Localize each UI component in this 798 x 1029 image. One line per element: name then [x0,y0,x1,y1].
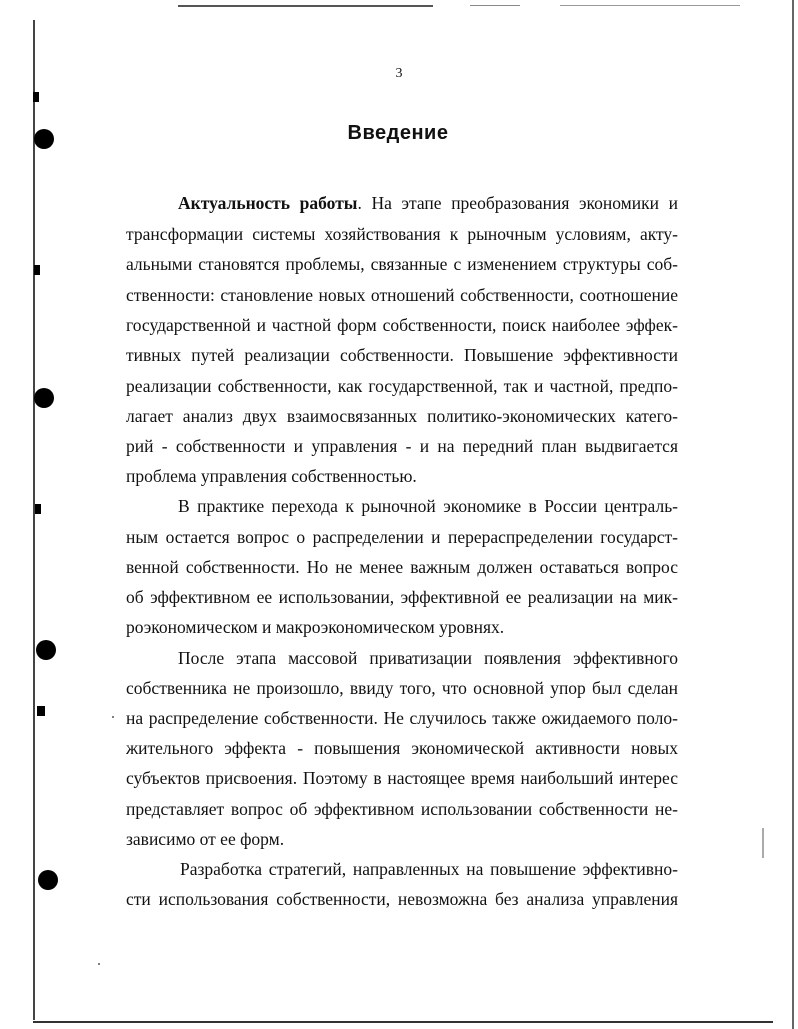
paragraph-line: Актуальность работы. На этапе преобразования экономики и [178,193,678,213]
paragraph-line: ным остается вопрос о распределении и перераспределении государст- [126,527,678,547]
paragraph-line: ственности: становление новых отношений собственности, соотношение [126,285,678,305]
lead-bold-text: Актуальность работы [178,193,358,213]
binding-hole [38,870,58,890]
paragraph-line: жительного эффекта - повышения экономической активности новых [126,738,678,758]
paragraph-line: собственника не произошло, ввиду того, что основной упор был сделан [126,678,678,698]
binding-hole [34,129,54,149]
paragraph-line: венной собственности. Но не менее важным должен оставаться вопрос [126,557,678,577]
paragraph-line: Разработка стратегий, направленных на повышение эффективно- [180,859,678,879]
page-title: Введение [347,122,449,144]
paragraph-line: трансформации системы хозяйствования к рыночным условиям, акту- [126,224,678,244]
scan-speck [98,963,100,965]
binding-hole [34,388,54,408]
paragraph-line: зависимо от ее форм. [126,829,285,849]
paragraph-line: рий - собственности и управления - и на передний план выдвигается [126,436,678,456]
scan-top-rule [178,5,433,7]
paragraph-line: об эффективном ее использовании, эффективной ее реализации на мик- [126,587,678,607]
paragraph-line: После этапа массовой приватизации появления эффективного [178,648,678,668]
paragraph-line: роэкономическом и макроэкономическом уровнях. [126,617,505,637]
scan-left-edge [33,20,35,1020]
paragraph-line: лагает анализ двух взаимосвязанных политико-экономических катего- [126,406,678,426]
paragraph-line: субъектов присвоения. Поэтому в настоящее время наибольший интерес [126,768,678,788]
scan-right-mark [762,828,764,858]
binding-nick [34,265,40,275]
paragraph-line: проблема управления собственностью. [126,466,417,486]
paragraph-line: реализации собственности, как государственной, так и частной, предпо- [126,376,678,396]
paragraph-line: государственной и частной форм собственности, поиск наиболее эффек- [126,315,678,335]
paragraph-line: тивных путей реализации собственности. Повышение эффективности [126,345,678,365]
binding-nick [37,706,45,716]
paragraph-line: альными становятся проблемы, связанные с изменением структуры соб- [126,254,678,274]
page-number: 3 [395,66,403,81]
scan-bottom-rule [33,1021,773,1023]
binding-nick [35,504,41,514]
binding-hole [36,640,56,660]
paragraph-line: сти использования собственности, невозможна без анализа управления [126,889,678,909]
scan-top-rule [560,5,740,6]
binding-nick [33,92,39,102]
paragraph-line: В практике перехода к рыночной экономике в России централь- [178,496,678,516]
scan-right-edge [792,0,794,1029]
scan-top-rule [470,5,520,6]
paragraph-line: на распределение собственности. Не случилось также ожидаемого поло- [126,708,678,728]
paragraph-line: представляет вопрос об эффективном использовании собственности не- [126,799,678,819]
scan-speck [112,716,114,718]
